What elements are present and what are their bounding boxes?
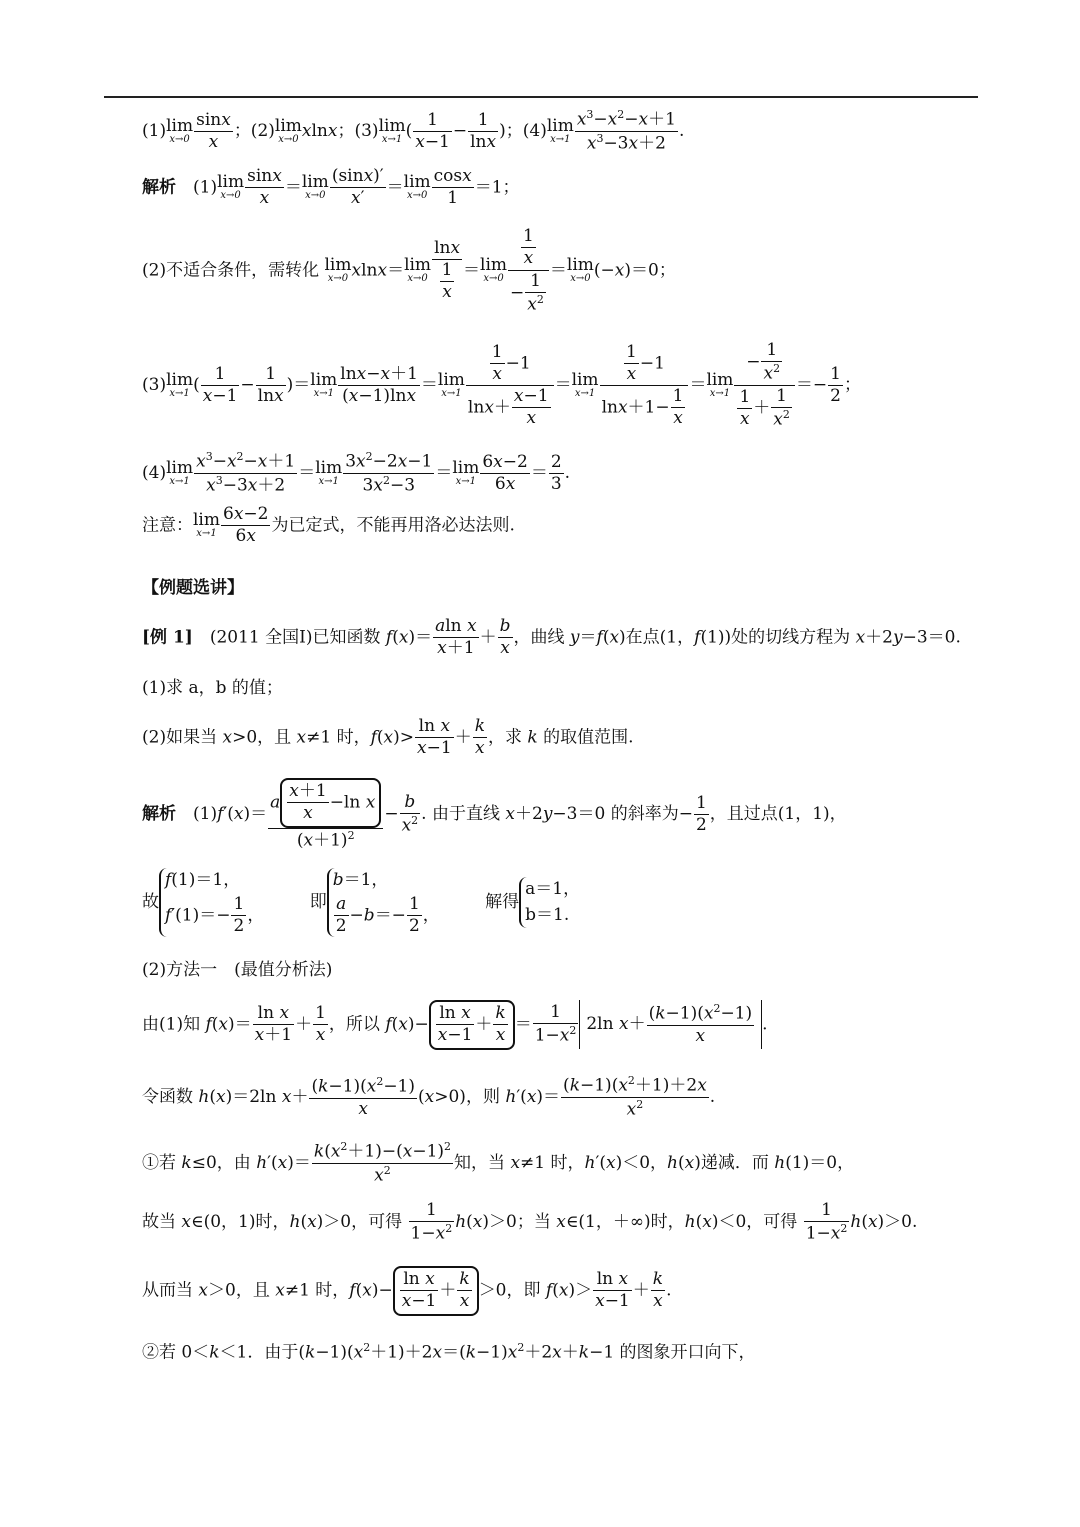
method-line-3: 令函数 h(x)＝2ln x＋ $\frac{(k-1)(x^2-1)}{x}$ (x>0)，则 h′(x)＝ $\frac{(k-1)(x^2+1)+2x}{x^2}$ . <box>142 1074 716 1120</box>
system-a <box>159 868 264 937</box>
method-heading: (2)方法一 (最值分析法) <box>142 960 333 980</box>
method-line-7: ②若 0＜k＜1．由于$(k-1)(x^2+1)+2x=(k-1)x^2+2x+k-1$ 的图象开口向下， <box>142 1341 756 1363</box>
solution-part1-line: 解析 (1) lim x→0 $\frac{\sin x}{x}$ ＝ lim x→0 $\frac{(\sin x)'}{x'}$ ＝ lim x→0 $\frac{\cos x}{1}$ ＝1； <box>142 166 520 209</box>
header-rule <box>104 96 978 98</box>
example-label: [例 1] <box>142 627 193 648</box>
method-line-5: 故当 x∈(0，1)时，h(x)＞0，可得 $\frac{1}{1-x^2}$ h(x)＞0；当 x∈(1，＋∞)时，h(x)＜0，可得 $\frac{1}{1-x^2}$ h(x)＞0. <box>142 1200 918 1244</box>
solution-part4-line: (4) lim x→1 $\frac{x^3-x^2-x+1}{x^3-3x+2}$ ＝ lim x→1 $\frac{3x^2-2x-1}{3x^2-3}$ ＝ lim x→1 $\frac{6x-2}{6x}$ ＝ $\frac{2}{3}$ . <box>142 450 571 496</box>
solution-label-2: 解析 <box>142 804 176 825</box>
section-heading: 【例题选讲】 <box>142 578 244 598</box>
ji-label: 即 <box>309 892 327 912</box>
example-1-line: [例 1] (2011 全国I)已知函数 f(x)＝ $\frac{\text{aln x}}{x+1}$ ＋ $\frac{b}{x}$ ，曲线 y＝f(x)在点(1，f(1))处的切线方程为 x＋2y−3＝0. <box>142 616 961 659</box>
system-b <box>327 868 440 937</box>
note-line: 注意： lim x→1 $\frac{6x-2}{6x}$ 为已定式，不能再用洛必达法则. <box>142 504 515 547</box>
system-b-eq1: b＝1， <box>332 870 389 890</box>
system-a-eq1: f(1)＝1， <box>165 870 241 890</box>
system-c-eq1: a＝1， <box>525 879 581 899</box>
system-a-eq2: f′(1)＝− $\frac{1}{2}$ ， <box>165 893 265 936</box>
system-c <box>519 877 580 928</box>
question-2-line: (2)如果当 x>0，且 x≠1 时，f(x)> $\frac{\text{ln x}}{x-1}$ ＋ $\frac{k}{x}$ ，求 k 的取值范围. <box>142 716 634 759</box>
method-line-4: ①若 k≤0，由 h′(x)＝ $\frac{k(x^2+1)-(x-1)^2}{x^2}$ 知，当 x≠1 时，h′(x)＜0，h(x)递减．而 h(1)＝0， <box>142 1140 855 1186</box>
solution-part3-line: (3) lim x→1 ( $\frac{1}{x-1}$ − $\frac{1}{\ln x}$ )＝ lim x→1 $\frac{\ln x-x+1}{(x-1)\ln x}$ ＝ lim x→1 $\frac{1}{x}$ −1 lnx＋ $\frac{x-1}{x}$ ＝ lim x→1 $\frac{1}{x}$ −1 lnx＋1− $\frac{1}{x}$ ＝ lim x→1 − $\frac{1}{x^2}$ $\frac{1}{x}$ ＋ $\frac{1}{x^2}$ ＝− $\frac{1}{2}$ ； <box>142 340 861 431</box>
solution-label: 解析 <box>142 177 176 198</box>
gu-label: 故 <box>142 892 159 912</box>
problem-list-line: (1) lim x→0 $\frac{\sin x}{x}$ ；(2) lim x→0 xlnx；(3) lim x→1 ( $\frac{1}{x-1}$ − $\frac{1}{\ln x}$ )；(4) lim x→1 $\frac{x^3-x^2-x+1}{x^3-3x+2}$ . <box>142 108 685 154</box>
solution-derivative-line: 解析 (1)f′(x)＝ a $\frac{x+1}{x}$ −ln x $(x+1)^2$ − $\frac{b}{x^2}$ . 由于直线 x＋2y−3＝0 的斜率为− $\frac{1}{2}$ ，且过点(1，1)， <box>142 778 847 851</box>
question-1-line: (1)求 a，b 的值； <box>142 678 283 698</box>
equation-system-line <box>142 868 580 937</box>
jiede-label: 解得 <box>485 892 520 912</box>
method-line-6: 从而当 x＞0，且 x≠1 时，f(x)− $\frac{\text{ln x}}{x-1}$ ＋ $\frac{k}{x}$ ＞0，即 f(x)＞ $\frac{\text{ln x}}{x-1}$ ＋ $\frac{k}{x}$ . <box>142 1266 671 1316</box>
system-b-eq2: $\frac{a}{2}$ −b＝− $\frac{1}{2}$ ， <box>335 893 440 936</box>
method-line-2: 由(1)知 f(x)＝ $\frac{\text{ln x}}{x+1}$ ＋ $\frac{1}{x}$ ，所以 f(x)− $\frac{\text{ln x}}{x-1}$ ＋ $\frac{k}{x}$ ＝ $\frac{1}{1-x^2}$ 2ln x＋ $\frac{(k-1)(x^2-1)}{x}$ . <box>142 1000 768 1050</box>
solution-part2-line: (2)不适合条件，需转化 lim x→0 xlnx＝ lim x→0 $\frac{\ln x}{\frac{1}{x}}$ ＝ lim x→0 $\frac{1}{x}$ − $\frac{1}{x^2}$ ＝ lim x→0 (−x)＝0； <box>142 226 676 315</box>
system-c-eq2: b＝1. <box>525 904 570 925</box>
